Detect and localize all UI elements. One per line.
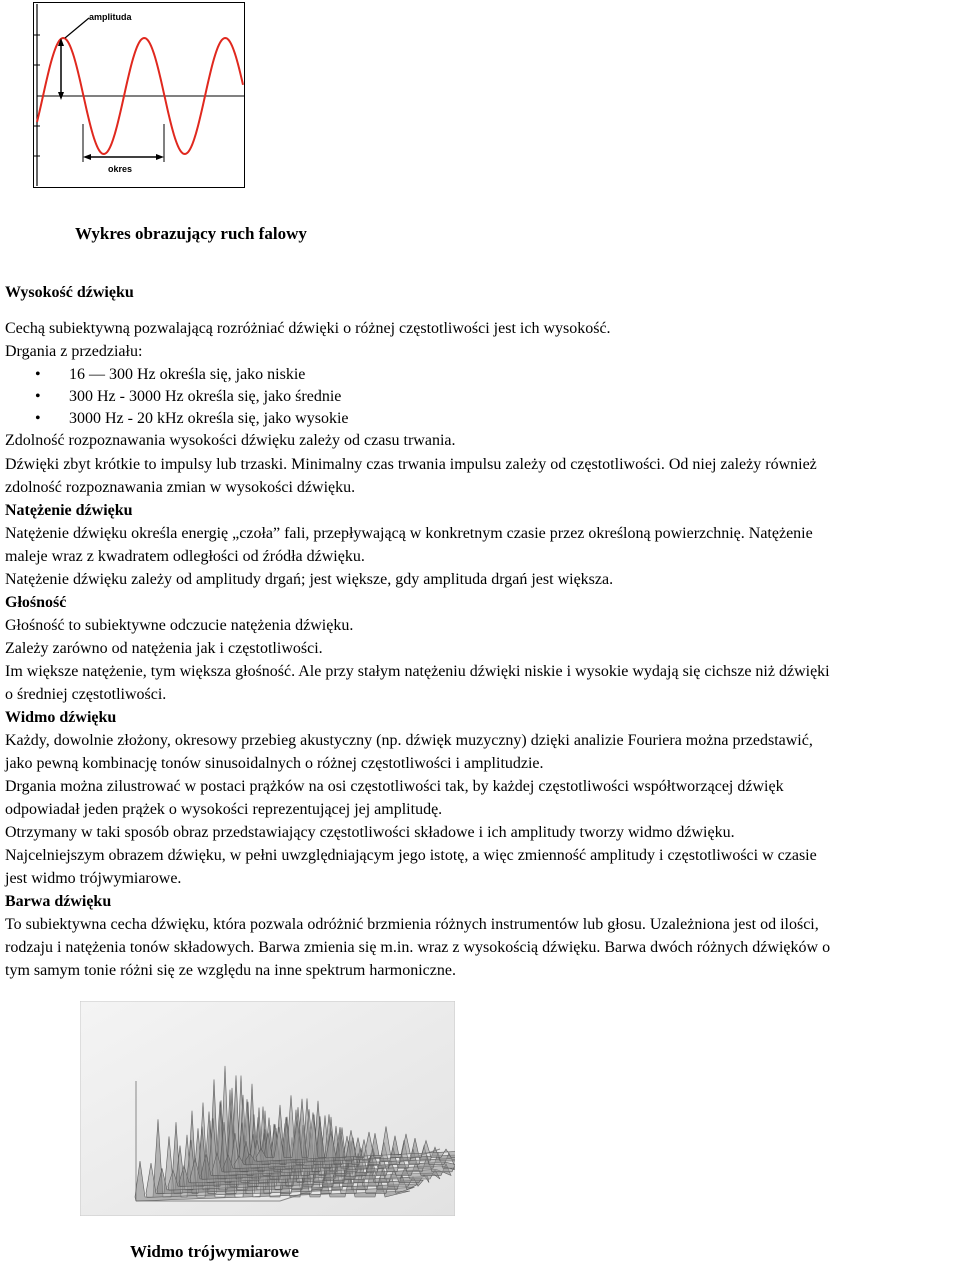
timbre-heading: Barwa dźwięku — [5, 893, 112, 910]
amplitude-label: amplituda — [89, 12, 132, 22]
wave-figure-caption: Wykres obrazujący ruch falowy — [75, 224, 307, 243]
pitch-intro-line-1: Cechą subiektywną pozwalającą rozróżniać dźwięki o różnej częstotliwości jest ich wysokość. — [5, 320, 611, 337]
spectrum-paragraph-4-line-1: Najcelniejszym obrazem dźwięku, w pełni uwzględniającym jego istotę, a więc zmienność amplitudy i częstotliwości w czasie — [5, 847, 817, 864]
pitch-range-high: 3000 Hz - 20 kHz określa się, jako wysokie — [69, 410, 349, 427]
wave-diagram — [33, 2, 245, 188]
pitch-heading: Wysokość dźwięku — [5, 284, 134, 301]
pitch-paragraph-2-line-2: zdolność rozpoznawania zmian w wysokości dźwięku. — [5, 479, 356, 496]
pitch-intro-line-2: Drgania z przedziału: — [5, 343, 143, 360]
loudness-paragraph-3-line-2: o średniej częstotliwości. — [5, 686, 167, 703]
spectrum-paragraph-2-line-2: odpowiadał jeden prążek o wysokości reprezentującej jej amplitudę. — [5, 801, 443, 818]
period-label: okres — [108, 164, 133, 174]
spectrum-paragraph-3: Otrzymany w taki sposób obraz przedstawiający częstotliwości składowe i ich amplitudy tworzy widmo dźwięku. — [5, 824, 735, 841]
loudness-paragraph-3-line-1: Im większe natężenie, tym większa głośność. Ale przy stałym natężeniu dźwięki niskie i wysokie wydają się cichsze niż dźwięki — [5, 663, 830, 680]
intensity-paragraph-1-line-1: Natężenie dźwięku określa energię „czoła” fali, przepływającą w konkretnym czasie przez określoną powierzchnię. Natężenie — [5, 525, 813, 542]
spectrum-paragraph-2-line-1: Drgania można zilustrować w postaci prążków na osi częstotliwości tak, by każdej częstotliwości współtworzącej dźwięk — [5, 778, 784, 795]
intensity-paragraph-2: Natężenie dźwięku zależy od amplitudy drgań; jest większe, gdy amplituda drgań jest większa. — [5, 571, 614, 588]
spectrum-paragraph-4-line-2: jest widmo trójwymiarowe. — [5, 870, 182, 887]
pitch-paragraph-1: Zdolność rozpoznawania wysokości dźwięku zależy od czasu trwania. — [5, 432, 456, 449]
pitch-paragraph-2-line-1: Dźwięki zbyt krótkie to impulsy lub trzaski. Minimalny czas trwania impulsu zależy od częstotliwości. Od niej zależy również — [5, 456, 817, 473]
intensity-paragraph-1-line-2: maleje wraz z kwadratem odległości od źródła dźwięku. — [5, 548, 365, 565]
pitch-range-mid: 300 Hz - 3000 Hz określa się, jako średnie — [69, 388, 342, 405]
bullet-icon: • — [35, 410, 41, 427]
timbre-paragraph-line-2: rodzaju i natężenia tonów składowych. Barwa zmienia się m.in. wraz z wysokością dźwięku. Barwa dwóch różnych dźwięków o — [5, 939, 831, 956]
spectrum-figure-caption: Widmo trójwymiarowe — [130, 1242, 299, 1261]
spectrum-3d-image — [80, 1001, 455, 1216]
loudness-paragraph-1: Głośność to subiektywne odczucie natężenia dźwięku. — [5, 617, 354, 634]
wave-diagram-figure — [33, 2, 245, 188]
intensity-heading: Natężenie dźwięku — [5, 502, 133, 519]
bullet-icon: • — [35, 366, 41, 383]
spectrum-paragraph-1-line-1: Każdy, dowolnie złożony, okresowy przebieg akustyczny (np. dźwięk muzyczny) dzięki analizie Fouriera można przedstawić, — [5, 732, 813, 749]
bullet-icon: • — [35, 388, 41, 405]
spectrum-3d-figure — [80, 1001, 455, 1216]
loudness-heading: Głośność — [5, 594, 67, 611]
spectrum-paragraph-1-line-2: jako pewną kombinację tonów sinusoidalnych o różnej częstotliwości i amplitudzie. — [5, 755, 544, 772]
loudness-paragraph-2: Zależy zarówno od natężenia jak i częstotliwości. — [5, 640, 323, 657]
pitch-range-low: 16 — 300 Hz określa się, jako niskie — [69, 366, 306, 383]
timbre-paragraph-line-3: tym samym tonie różni się ze względu na inne spektrum harmoniczne. — [5, 962, 456, 979]
timbre-paragraph-line-1: To subiektywna cecha dźwięku, która pozwala odróżnić brzmienia różnych instrumentów lub głosu. Uzależniona jest od ilości, — [5, 916, 819, 933]
spectrum-heading: Widmo dźwięku — [5, 709, 117, 726]
